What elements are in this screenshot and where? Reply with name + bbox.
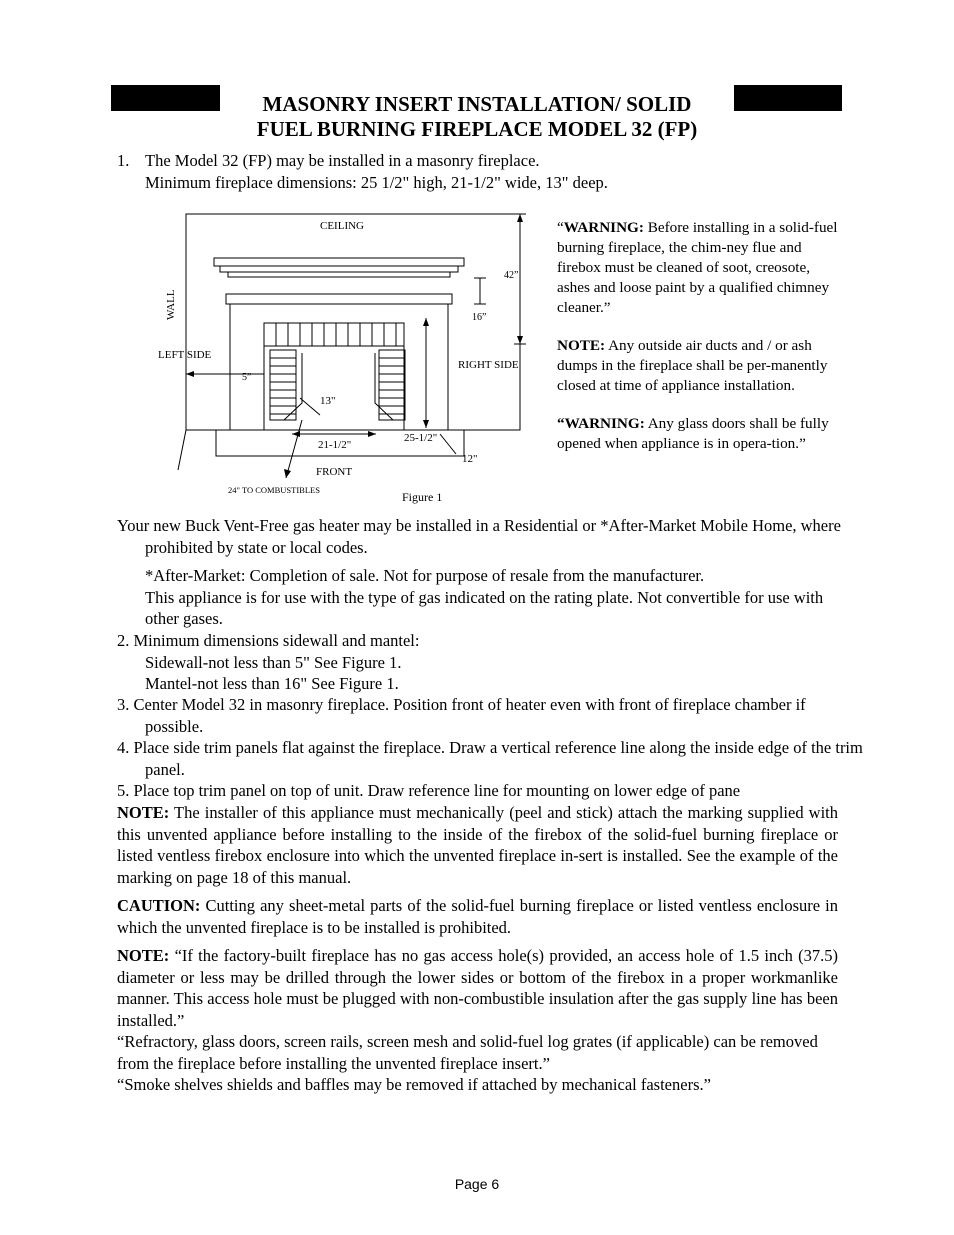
step4: 4. Place side trim panels flat against the fireplace. Draw a vertical reference line along the inside edge of the trim panel. — [117, 738, 863, 779]
label-front: FRONT — [316, 466, 353, 478]
dim-16-line — [474, 278, 486, 304]
dim-13-line — [300, 398, 320, 415]
label-25-5: 25-1/2" — [404, 432, 438, 444]
intro-paragraph: Your new Buck Vent-Free gas heater may be installed in a Residential or *After-Market Mobile Home, where prohibited by state or local codes. — [117, 516, 841, 557]
page-title — [180, 92, 774, 142]
step3: 3. Center Model 32 in masonry fireplace. Position front of heater even with front of fireplace chamber if possible. — [117, 695, 806, 736]
title-line-2: FUEL BURNING FIREPLACE MODEL 32 (FP) — [256, 117, 698, 141]
step1-line1: The Model 32 (FP) may be installed in a masonry fireplace. — [145, 151, 540, 170]
warning-2: “WARNING: Any glass doors shall be fully opened when appliance is in opera-tion.” — [557, 415, 829, 452]
refractory-paragraph: “Refractory, glass doors, screen rails, screen mesh and solid-fuel log grates (if applicable) can be removed from the fireplace before installing the unvented fireplace insert.” — [117, 1032, 818, 1073]
mantel-bottom — [228, 272, 450, 277]
label-ceiling: CEILING — [320, 220, 364, 232]
title-line-1: MASONRY INSERT INSTALLATION/ SOLID — [262, 92, 692, 116]
brick-top — [264, 323, 404, 346]
brick-right — [379, 350, 405, 420]
label-13: 13" — [320, 395, 336, 407]
step1-line2: Minimum fireplace dimensions: 25 1/2" high, 21-1/2" wide, 13" deep. — [145, 173, 608, 192]
surround-top — [226, 294, 452, 304]
step2: 2. Minimum dimensions sidewall and mantel: Sidewall-not less than 5" See Figure 1. Mantel-not less than 16" See Figure 1. — [117, 631, 420, 693]
wall-outline — [186, 214, 520, 430]
label-42: 42” — [504, 270, 519, 281]
label-5: 5” — [242, 372, 252, 383]
front-leader — [286, 420, 302, 478]
smoke-paragraph: “Smoke shelves shields and baffles may be removed if attached by mechanical fasteners.” — [117, 1075, 711, 1094]
step5: 5. Place top trim panel on top of unit. Draw reference line for mounting on lower edge of pane — [117, 781, 741, 800]
step1-number: 1. — [117, 151, 130, 170]
mantel-top — [214, 258, 464, 266]
sidebar-notes — [557, 218, 842, 472]
fireplace-diagram — [150, 208, 540, 508]
note-marking: NOTE: The installer of this appliance must mechanically (peel and stick) attach the marking supplied with this unvented appliance before installing to the inside of the firebox of the solid-fuel burning fireplace or listed ventless firebox enclosure into which the unvented fireplace in-sert is installed. See the example of the marking on page 18 of this manual. — [117, 803, 838, 887]
wall-leader — [178, 430, 186, 470]
label-wall: WALL — [165, 289, 177, 320]
label-16: 16” — [472, 312, 487, 323]
aftermarket-block: *After-Market: Completion of sale. Not for purpose of resale from the manufacturer. This appliance is for use with the type of gas indicated on the rating plate. Not convertible for use with other gases. — [145, 566, 824, 628]
label-left-side: LEFT SIDE — [158, 349, 212, 361]
caution-paragraph: CAUTION: Cutting any sheet-metal parts of the solid-fuel burning fireplace or listed ventless enclosure in which the unvented fireplace is to be installed is prohibited. — [117, 896, 838, 937]
note-ducts: NOTE: Any outside air ducts and / or ash dumps in the fireplace shall be per-manently closed at time of appliance installation. — [557, 337, 828, 394]
warning-1: “WARNING: Before installing in a solid-fuel burning fireplace, the chim-ney flue and firebox must be cleaned of soot, creosote, ashes and loose paint by a qualified chimney cleaner.” — [557, 219, 838, 316]
label-12: 12" — [462, 453, 478, 465]
brick-left — [270, 350, 296, 420]
page-number: Page 6 — [454, 1176, 500, 1192]
dim-12-line — [440, 434, 456, 454]
note-access-hole: NOTE: “If the factory-built fireplace has no gas access hole(s) provided, an access hole of 1.5 inch (37.5) diameter or less may be drilled through the lower sides or bottom of the firebox in a proper workmanlike manner. This access hole must be plugged with non-combustible insulation after the gas supply line has been installed.” — [117, 946, 838, 1030]
label-combustibles: 24" TO COMBUSTIBLES — [228, 485, 320, 495]
figure-caption: Figure 1 — [402, 490, 443, 504]
firebox-inner — [284, 353, 393, 420]
mantel-mid — [220, 266, 458, 272]
label-right-side: RIGHT SIDE — [458, 359, 519, 371]
label-21-5: 21-1/2" — [318, 439, 352, 451]
